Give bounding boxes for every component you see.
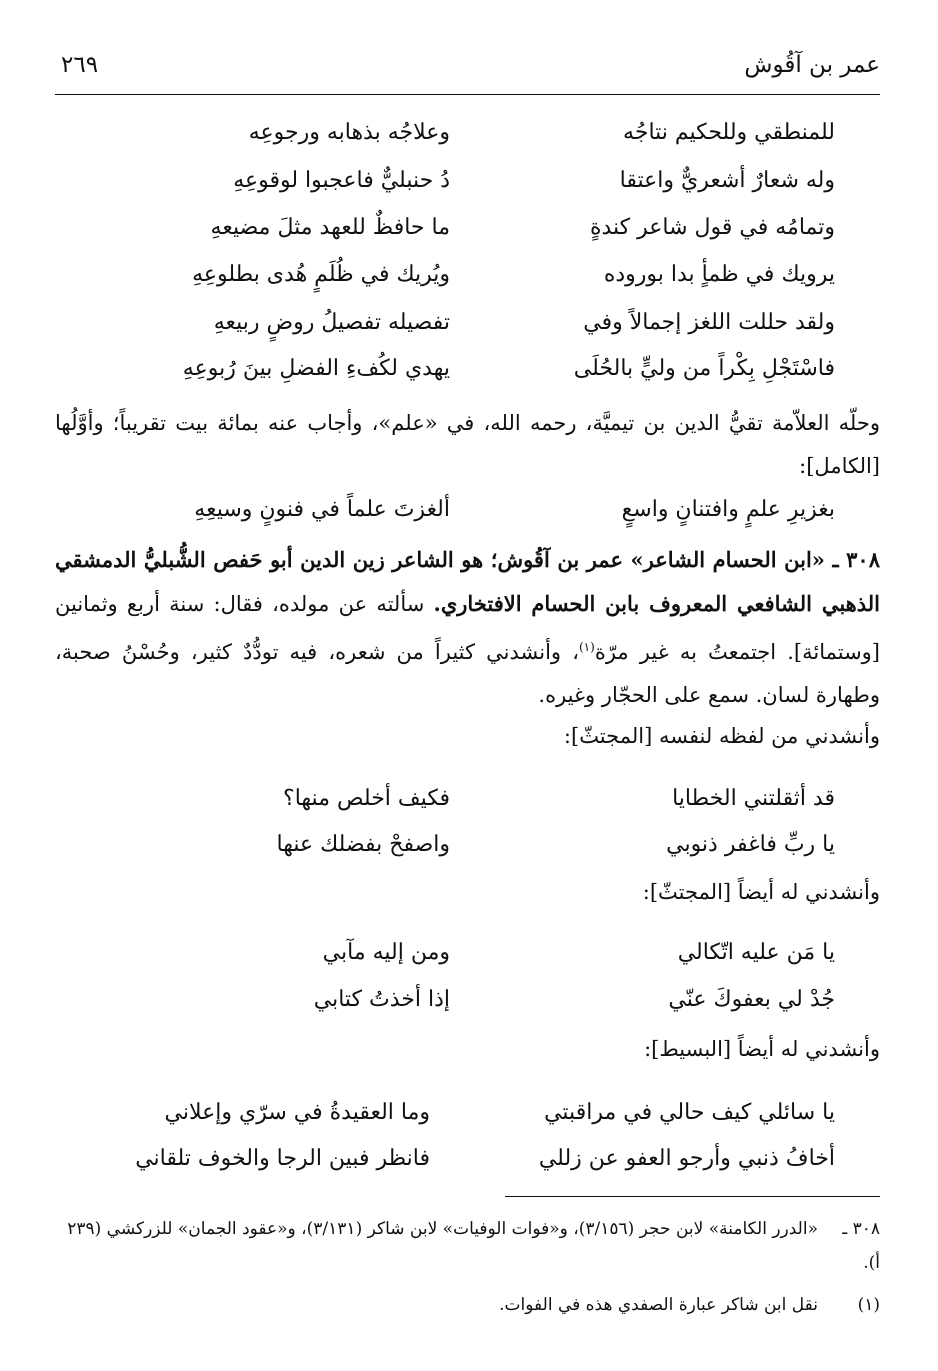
verse-second-hemistich: وما العقيدةُ في سرّي وإعلاني xyxy=(164,1100,430,1125)
poem-intro: وأنشدني له أيضاً [البسيط]: xyxy=(644,1037,880,1061)
footnote xyxy=(55,1288,880,1322)
footnote-number: ٣٠٨ ـ xyxy=(842,1219,880,1239)
verse-second-hemistich: ما حافظٌ للعهد مثلَ مضيعهِ xyxy=(210,215,450,240)
verse-line xyxy=(55,215,880,255)
footnote-text: «الدرر الكامنة» لابن حجر (٣/١٥٦)، و«فوات الوفيات» لابن شاكر (٣/١٣١)، و«عقود الجمان» للزركشي (٢٣٩ أ). xyxy=(67,1219,880,1273)
verse-line xyxy=(55,940,880,980)
verse-second-hemistich: واصفحْ بفضلك عنها xyxy=(276,832,450,857)
verse-first-hemistich: يا ربِّ فاغفر ذنوبي xyxy=(666,832,835,857)
poem-intro: وأنشدني له أيضاً [المجتثّ]: xyxy=(642,880,880,904)
verse-line xyxy=(55,1100,880,1140)
verse-line xyxy=(55,120,880,160)
verse-line xyxy=(55,832,880,872)
verse-first-hemistich: للمنطقي وللحكيم نتاجُه xyxy=(623,120,835,145)
verse-first-hemistich: جُدْ لي بعفوكَ عنّي xyxy=(668,987,835,1012)
page-number: ٢٦٩ xyxy=(61,52,99,78)
verse-first-hemistich: قد أثقلتني الخطايا xyxy=(672,786,835,811)
verse-first-hemistich: فاسْتَجْلِ بِكْراً من وليٍّ بالحُلَى xyxy=(573,356,835,381)
verse-second-hemistich: إذا أخذتُ كتابي xyxy=(313,987,450,1012)
footnote xyxy=(55,1212,880,1280)
verse-first-hemistich: وله شعارٌ أشعريٌّ واعتقا xyxy=(619,168,835,193)
verse-line xyxy=(55,1146,880,1186)
verse-line xyxy=(55,356,880,396)
footnote-rule xyxy=(505,1196,880,1197)
verse-line xyxy=(55,168,880,208)
header-rule xyxy=(55,94,880,95)
biography-entry xyxy=(55,538,880,717)
footnote-marker[interactable]: (١) xyxy=(578,640,595,654)
verse-line xyxy=(55,497,880,537)
paragraph-text: وحلّه العلاّمة تقيُّ الدين بن تيميَّة، رحمه الله، في «علم»، وأجاب عنه بمائة بيت تقريباً؛ وأوَّلُها [الكامل]: xyxy=(55,411,880,478)
verse-second-hemistich: فكيف أخلص منها؟ xyxy=(283,786,450,811)
page-header xyxy=(55,52,880,92)
verse-second-hemistich: تفصيله تفصيلُ روضٍ ربيعهِ xyxy=(213,310,450,335)
prose-paragraph xyxy=(55,402,880,488)
entry-text: سألته عن مولده، فقال: سنة أربع وثمانين [وستمائة]. اجتمعتُ به غير مرّة xyxy=(55,592,881,664)
verse-first-hemistich: أخافُ ذنبي وأرجو العفو عن زللي xyxy=(538,1146,835,1171)
entry-text-continued: ، وأنشدني كثيراً من شعره، فيه تودُّدٌ كثير، وحُسْنُ صحبة، وطهارة لسان. سمع على الحجّار وغيره. xyxy=(55,640,880,707)
verse-first-hemistich: بغزيرِ علمٍ وافتنانٍ واسعٍ xyxy=(621,497,835,522)
verse-second-hemistich: ألغزتَ علماً في فنونٍ وسيعِهِ xyxy=(194,497,450,522)
verse-first-hemistich: وتمامُه في قول شاعر كندةٍ xyxy=(589,215,835,240)
verse-first-hemistich: يا سائلي كيف حالي في مراقبتي xyxy=(544,1100,835,1125)
verse-second-hemistich: يهدي لكُفءِ الفضلِ بينَ رُبوعِهِ xyxy=(182,356,450,381)
verse-second-hemistich: دُ حنبليٌّ فاعجبوا لوقوعِهِ xyxy=(233,168,450,193)
footnote-number: (١) xyxy=(857,1295,880,1315)
verse-line xyxy=(55,786,880,826)
verse-second-hemistich: فانظر فبين الرجا والخوف تلقاني xyxy=(135,1146,430,1171)
verse-first-hemistich: يرويك في ظمأٍ بدا بوروده xyxy=(603,262,835,287)
verse-first-hemistich: ولقد حللت اللغز إجمالاً وفي xyxy=(583,310,835,335)
verse-line xyxy=(55,310,880,350)
running-title: عمر بن آقُوش xyxy=(744,52,880,78)
verse-line xyxy=(55,987,880,1027)
poem-intro: وأنشدني من لفظه لنفسه [المجتثّ]: xyxy=(563,724,880,748)
entry-heading: ٣٠٨ ـ «ابن الحسام الشاعر» عمر بن آقُوش؛ هو الشاعر زين الدين أبو حَفص الشُّبليُّ الدمشقي الذهبي الشافعي المعروف بابن الحسام الافتخاري. xyxy=(55,547,881,616)
verse-line xyxy=(55,262,880,302)
verse-second-hemistich: وعلاجُه بذهابه ورجوعِه xyxy=(248,120,450,145)
footnote-text: نقل ابن شاكر عبارة الصفدي هذه في الفوات. xyxy=(499,1295,818,1315)
verse-first-hemistich: يا مَن عليه اتّكالي xyxy=(677,940,835,965)
verse-second-hemistich: ومن إليه مآبي xyxy=(322,940,450,965)
verse-second-hemistich: ويُريك في ظُلَمٍ هُدى بطلوعِهِ xyxy=(192,262,450,287)
